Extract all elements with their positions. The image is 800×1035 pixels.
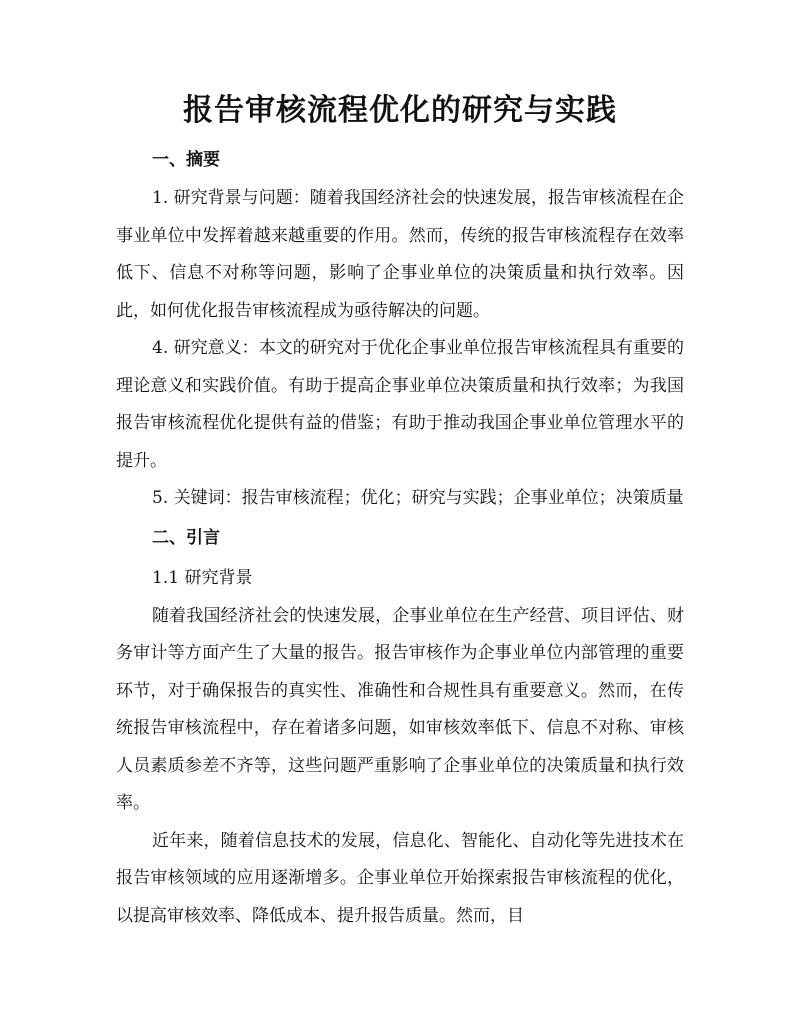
section-heading-introduction: 二、引言 bbox=[152, 527, 220, 548]
introduction-paragraph: 近年来，随着信息技术的发展，信息化、智能化、自动化等先进技术在报告审核领域的应用逐渐增多。企事业单位开始探索报告审核流程的优化，以提高审核效率、降低成本、提升报告质量。然而，目 bbox=[116, 830, 684, 926]
abstract-paragraph-significance: 4. 研究意义：本文的研究对于优化企事业单位报告审核流程具有重要的理论意义和实践价值。有助于提高企事业单位决策质量和执行效率；为我国报告审核流程优化提供有益的借鉴；有助于推动我国企事业单位管理水平的提升。 bbox=[116, 338, 684, 471]
document-title: 报告审核流程优化的研究与实践 bbox=[183, 93, 617, 128]
document-body bbox=[116, 140, 684, 935]
abstract-paragraph-keywords: 5. 关键词：报告审核流程；优化；研究与实践；企事业单位；决策质量 bbox=[152, 488, 684, 508]
abstract-paragraph-background: 1. 研究背景与问题：随着我国经济社会的快速发展，报告审核流程在企事业单位中发挥着越来越重要的作用。然而，传统的报告审核流程存在效率低下、信息不对称等问题，影响了企事业单位的决策质量和执行效率。因此，如何优化报告审核流程成为亟待解决的问题。 bbox=[116, 188, 684, 321]
section-heading-abstract: 一、摘要 bbox=[152, 150, 220, 170]
introduction-paragraph: 随着我国经济社会的快速发展，企事业单位在生产经营、项目评估、财务审计等方面产生了大量的报告。报告审核作为企事业单位内部管理的重要环节，对于确保报告的真实性、准确性和合规性具有重要意义。然而，在传统报告审核流程中，存在着诸多问题，如审核效率低下、信息不对称、审核人员素质参差不齐等，这些问题严重影响了企事业单位的决策质量和执行效率。 bbox=[116, 605, 684, 813]
subsection-heading-background: 1.1 研究背景 bbox=[152, 567, 253, 588]
